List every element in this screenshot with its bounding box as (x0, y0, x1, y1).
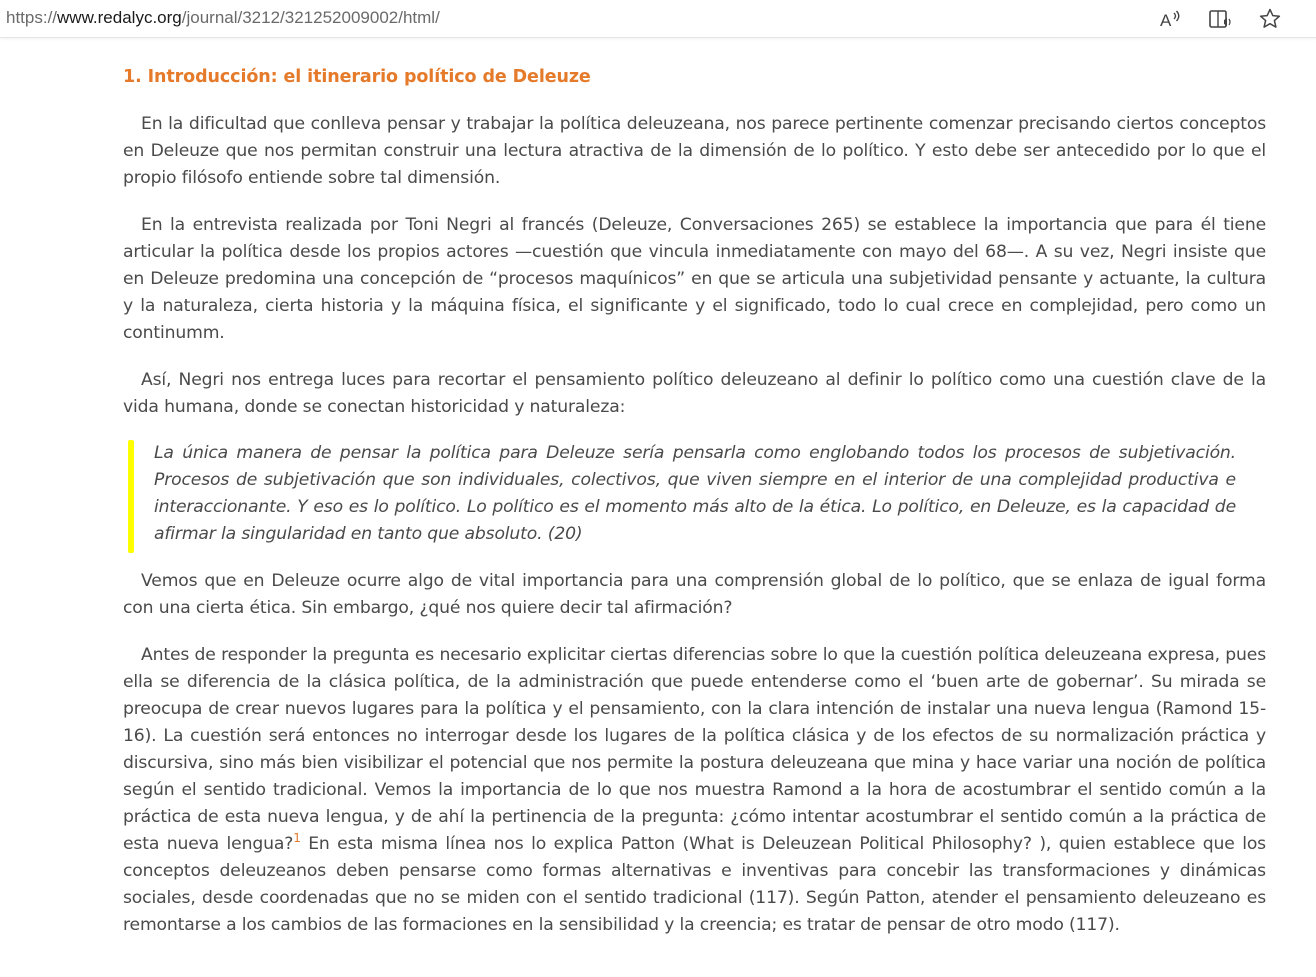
block-quote: La única manera de pensar la política para Deleuze sería pensarla como englobando todos los procesos de subjetivación. Procesos de subjetivación que son individuales, colectivos, que viven siempre en el interior de una complejidad productiva e interaccionante. Y eso es lo político. Lo político es el momento más alto de la ética. Lo político, en Deleuze, es la capacidad de afirmar la singularidad en tanto que absoluto. (20) (154, 443, 1236, 544)
section-heading: 1. Introducción: el itinerario político de Deleuze (123, 67, 591, 87)
yellow-highlight-mark (128, 440, 134, 553)
url-text[interactable] (6, 8, 440, 28)
article-body (123, 62, 1266, 935)
address-bar[interactable] (0, 0, 1316, 38)
paragraph-5-part-2: En esta misma línea nos lo explica Patton (What is Deleuzean Political Philosophy? ), quien establece que los conceptos deleuzeanos deben pensarse como formas alternativas e inventivas para concebir las transformaciones y dinámicas sociales, desde coordenadas que no se miden con el sentido tradicional (117). Según Patton, atender el pensamiento deleuzeano es remontarse a los cambios de las formaciones en la sensibilidad y la creencia; es tratar de pensar de otro modo (117). (123, 834, 1266, 935)
paragraph-4: Vemos que en Deleuze ocurre algo de vital importancia para una comprensión global de lo político, que se enlaza de igual forma con una cierta ética. Sin embargo, ¿qué nos quiere decir tal afirmación? (123, 571, 1266, 618)
footnote-ref-link[interactable]: 1 (293, 831, 301, 845)
url-host: www.redalyc.org (57, 8, 182, 27)
paragraph-1: En la dificultad que conlleva pensar y trabajar la política deleuzeana, nos parece pertinente comenzar precisando ciertos conceptos en Deleuze que nos permitan construir una lectura atractiva de la dimensión de lo político. Y esto debe ser antecedido por lo que el propio filósofo entiende sobre tal dimensión. (123, 114, 1266, 188)
url-path: /journal/3212/321252009002/html/ (181, 8, 440, 27)
paragraph-5 (123, 642, 1266, 939)
immersive-reader-icon[interactable] (1207, 6, 1233, 32)
paragraph-2: En la entrevista realizada por Toni Negri al francés (Deleuze, Conversaciones 265) se establece la importancia que para él tiene articular la política desde los propios actores —cuestión que vincula inmediatamente con mayo del 68—. A su vez, Negri insiste que en Deleuze predomina una concepción de “procesos maquínicos” en que se articula una subjetividad pensante y actuante, la cultura y la naturaleza, cierta historia y la máquina física, el significante y el significado, todo lo cual crece en complejidad, pero como un continumm. (123, 215, 1266, 343)
paragraph-5-part-1: Antes de responder la pregunta es necesario explicitar ciertas diferencias sobre lo que la cuestión política deleuzeana expresa, pues ella se diferencia de la clásica política, de la administración que puede entenderse como el ‘buen arte de gobernar’. Su mirada se preocupa de crear nuevos lugares para la política y el pensamiento, con la clara intención de instalar una nueva lengua (Ramond 15-16). La cuestión será entonces no interrogar desde los lugares de la política clásica y de los efectos de su normalización práctica y discursiva, sino más bien visibilizar el potencial que nos permite la postura deleuzeana que mina y hace variar una noción de política según el sentido tradicional. Vemos la importancia de lo que nos muestra Ramond a la hora de acostumbrar el sentido común a la práctica de esta nueva lengua, y de ahí la pertinencia de la pregunta: ¿cómo intentar acostumbrar el sentido común a la práctica de esta nueva lengua? (123, 645, 1266, 854)
paragraph-3: Así, Negri nos entrega luces para recortar el pensamiento político deleuzeano al definir lo político como una cuestión clave de la vida humana, donde se conectan historicidad y naturaleza: (123, 370, 1266, 417)
svg-text:A: A (1160, 11, 1172, 30)
url-prefix: https:// (6, 8, 58, 27)
read-aloud-icon[interactable] (1158, 6, 1184, 32)
favorite-star-icon[interactable] (1257, 6, 1283, 32)
